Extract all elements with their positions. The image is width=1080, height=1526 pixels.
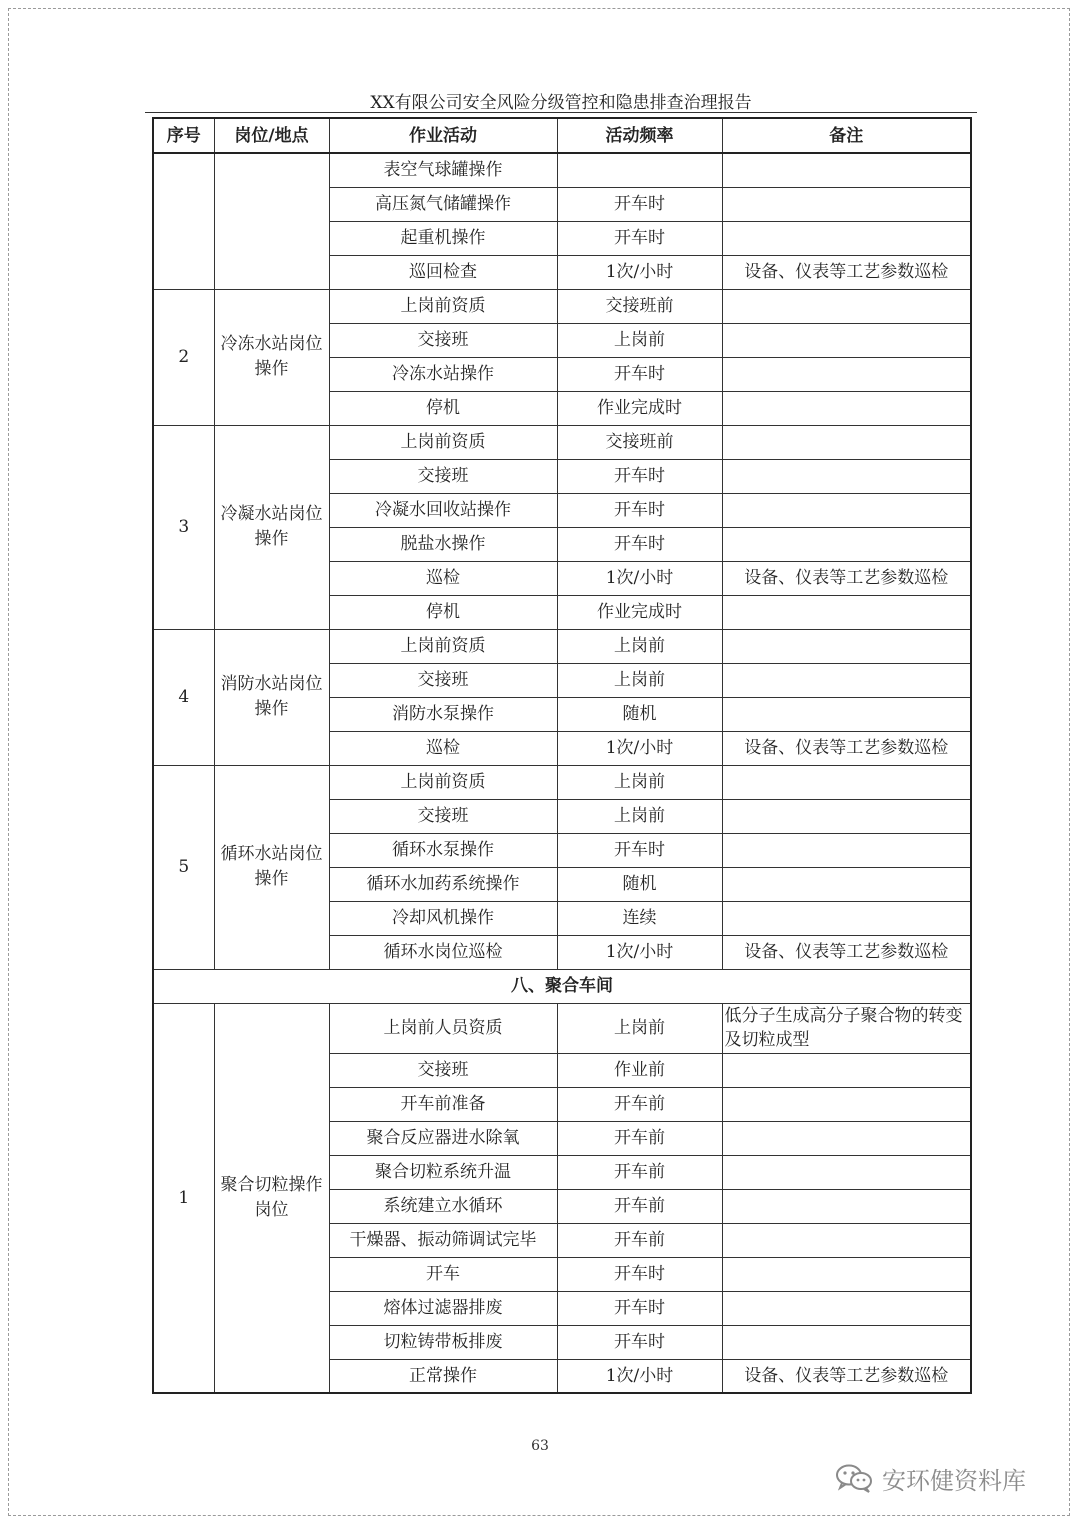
cell-activity: 消防水泵操作 <box>329 697 557 731</box>
cell-note: 设备、仪表等工艺参数巡检 <box>722 935 971 969</box>
column-header-frequency: 活动频率 <box>557 118 722 153</box>
cell-note <box>722 357 971 391</box>
cell-note: 设备、仪表等工艺参数巡检 <box>722 1359 971 1393</box>
cell-note: 设备、仪表等工艺参数巡检 <box>722 731 971 765</box>
cell-activity: 交接班 <box>329 459 557 493</box>
cell-note <box>722 629 971 663</box>
cell-activity: 正常操作 <box>329 1359 557 1393</box>
cell-post: 消防水站岗位操作 <box>214 629 329 765</box>
risk-activity-table <box>152 117 972 1394</box>
cell-id <box>153 153 214 289</box>
cell-frequency: 1次/小时 <box>557 561 722 595</box>
table-row <box>153 289 971 323</box>
cell-note <box>722 1291 971 1325</box>
cell-frequency: 开车时 <box>557 357 722 391</box>
cell-note: 设备、仪表等工艺参数巡检 <box>722 255 971 289</box>
cell-note <box>722 595 971 629</box>
section-title: 八、聚合车间 <box>153 969 971 1003</box>
cell-activity: 聚合反应器进水除氧 <box>329 1121 557 1155</box>
cell-frequency: 交接班前 <box>557 425 722 459</box>
cell-note <box>722 833 971 867</box>
cell-frequency: 开车时 <box>557 221 722 255</box>
cell-post: 聚合切粒操作岗位 <box>214 1003 329 1393</box>
column-header-note: 备注 <box>722 118 971 153</box>
cell-activity: 上岗前资质 <box>329 425 557 459</box>
cell-activity: 开车前准备 <box>329 1087 557 1121</box>
cell-frequency: 1次/小时 <box>557 255 722 289</box>
cell-note: 设备、仪表等工艺参数巡检 <box>722 561 971 595</box>
cell-frequency: 作业前 <box>557 1053 722 1087</box>
cell-frequency: 开车前 <box>557 1121 722 1155</box>
cell-note <box>722 867 971 901</box>
table-row <box>153 1003 971 1053</box>
cell-frequency: 1次/小时 <box>557 935 722 969</box>
cell-note <box>722 1189 971 1223</box>
cell-note <box>722 1155 971 1189</box>
cell-frequency: 上岗前 <box>557 1003 722 1053</box>
cell-activity: 干燥器、振动筛调试完毕 <box>329 1223 557 1257</box>
cell-activity: 上岗前资质 <box>329 289 557 323</box>
cell-post <box>214 153 329 289</box>
cell-activity: 切粒铸带板排废 <box>329 1325 557 1359</box>
cell-activity: 聚合切粒系统升温 <box>329 1155 557 1189</box>
cell-note <box>722 289 971 323</box>
cell-note <box>722 799 971 833</box>
cell-note <box>722 1325 971 1359</box>
cell-id: 4 <box>153 629 214 765</box>
cell-frequency: 1次/小时 <box>557 731 722 765</box>
column-header-id: 序号 <box>153 118 214 153</box>
cell-note <box>722 459 971 493</box>
table-row <box>153 153 971 187</box>
cell-frequency: 开车时 <box>557 493 722 527</box>
table-row <box>153 425 971 459</box>
cell-frequency: 1次/小时 <box>557 1359 722 1393</box>
cell-frequency: 开车前 <box>557 1155 722 1189</box>
wechat-icon <box>834 1463 874 1493</box>
cell-activity: 上岗前资质 <box>329 629 557 663</box>
cell-frequency: 上岗前 <box>557 629 722 663</box>
cell-activity: 起重机操作 <box>329 221 557 255</box>
cell-frequency: 随机 <box>557 697 722 731</box>
cell-activity: 开车 <box>329 1257 557 1291</box>
cell-frequency: 作业完成时 <box>557 595 722 629</box>
cell-id: 3 <box>153 425 214 629</box>
cell-frequency <box>557 153 722 187</box>
cell-frequency: 开车时 <box>557 833 722 867</box>
cell-activity: 冷却风机操作 <box>329 901 557 935</box>
cell-activity: 交接班 <box>329 323 557 357</box>
cell-id: 5 <box>153 765 214 969</box>
table-header-row <box>153 118 971 153</box>
document-header: XX有限公司安全风险分级管控和隐患排查治理报告 <box>370 93 752 113</box>
cell-frequency: 开车时 <box>557 527 722 561</box>
cell-note <box>722 1053 971 1087</box>
cell-activity: 交接班 <box>329 799 557 833</box>
cell-activity: 停机 <box>329 595 557 629</box>
cell-frequency: 作业完成时 <box>557 391 722 425</box>
column-header-activity: 作业活动 <box>329 118 557 153</box>
cell-note <box>722 221 971 255</box>
cell-activity: 交接班 <box>329 1053 557 1087</box>
cell-activity: 循环水加药系统操作 <box>329 867 557 901</box>
cell-frequency: 开车时 <box>557 1325 722 1359</box>
section-row <box>153 969 971 1003</box>
watermark <box>834 1460 1026 1496</box>
cell-note <box>722 187 971 221</box>
cell-activity: 巡检 <box>329 561 557 595</box>
cell-activity: 高压氮气储罐操作 <box>329 187 557 221</box>
cell-activity: 熔体过滤器排废 <box>329 1291 557 1325</box>
cell-activity: 循环水岗位巡检 <box>329 935 557 969</box>
cell-activity: 巡回检查 <box>329 255 557 289</box>
cell-frequency: 开车时 <box>557 1257 722 1291</box>
cell-activity: 冷冻水站操作 <box>329 357 557 391</box>
cell-activity: 交接班 <box>329 663 557 697</box>
cell-post: 循环水站岗位操作 <box>214 765 329 969</box>
cell-frequency: 开车前 <box>557 1223 722 1257</box>
cell-note <box>722 697 971 731</box>
cell-note <box>722 765 971 799</box>
cell-id: 2 <box>153 289 214 425</box>
cell-post: 冷凝水站岗位操作 <box>214 425 329 629</box>
cell-note <box>722 1257 971 1291</box>
cell-frequency: 连续 <box>557 901 722 935</box>
cell-activity: 上岗前人员资质 <box>329 1003 557 1053</box>
cell-note <box>722 1223 971 1257</box>
cell-note <box>722 391 971 425</box>
cell-frequency: 随机 <box>557 867 722 901</box>
cell-activity: 脱盐水操作 <box>329 527 557 561</box>
cell-note <box>722 493 971 527</box>
cell-activity: 冷凝水回收站操作 <box>329 493 557 527</box>
cell-activity: 表空气球罐操作 <box>329 153 557 187</box>
cell-frequency: 开车时 <box>557 187 722 221</box>
cell-activity: 巡检 <box>329 731 557 765</box>
header-rule <box>145 112 977 113</box>
cell-frequency: 开车时 <box>557 459 722 493</box>
cell-frequency: 上岗前 <box>557 323 722 357</box>
cell-frequency: 开车前 <box>557 1189 722 1223</box>
cell-note <box>722 153 971 187</box>
cell-note <box>722 663 971 697</box>
cell-activity: 系统建立水循环 <box>329 1189 557 1223</box>
cell-frequency: 上岗前 <box>557 799 722 833</box>
cell-activity: 上岗前资质 <box>329 765 557 799</box>
cell-note <box>722 901 971 935</box>
table-row <box>153 765 971 799</box>
cell-frequency: 交接班前 <box>557 289 722 323</box>
table-row <box>153 629 971 663</box>
cell-note <box>722 1121 971 1155</box>
cell-frequency: 开车前 <box>557 1087 722 1121</box>
cell-activity: 循环水泵操作 <box>329 833 557 867</box>
cell-note <box>722 323 971 357</box>
cell-post: 冷冻水站岗位操作 <box>214 289 329 425</box>
cell-frequency: 上岗前 <box>557 765 722 799</box>
cell-note <box>722 527 971 561</box>
column-header-post: 岗位/地点 <box>214 118 329 153</box>
cell-id: 1 <box>153 1003 214 1393</box>
cell-note: 低分子生成高分子聚合物的转变及切粒成型 <box>722 1003 971 1053</box>
cell-frequency: 上岗前 <box>557 663 722 697</box>
page-number: 63 <box>531 1438 549 1454</box>
cell-activity: 停机 <box>329 391 557 425</box>
cell-note <box>722 1087 971 1121</box>
cell-frequency: 开车时 <box>557 1291 722 1325</box>
watermark-text: 安环健资料库 <box>882 1466 1026 1495</box>
cell-note <box>722 425 971 459</box>
